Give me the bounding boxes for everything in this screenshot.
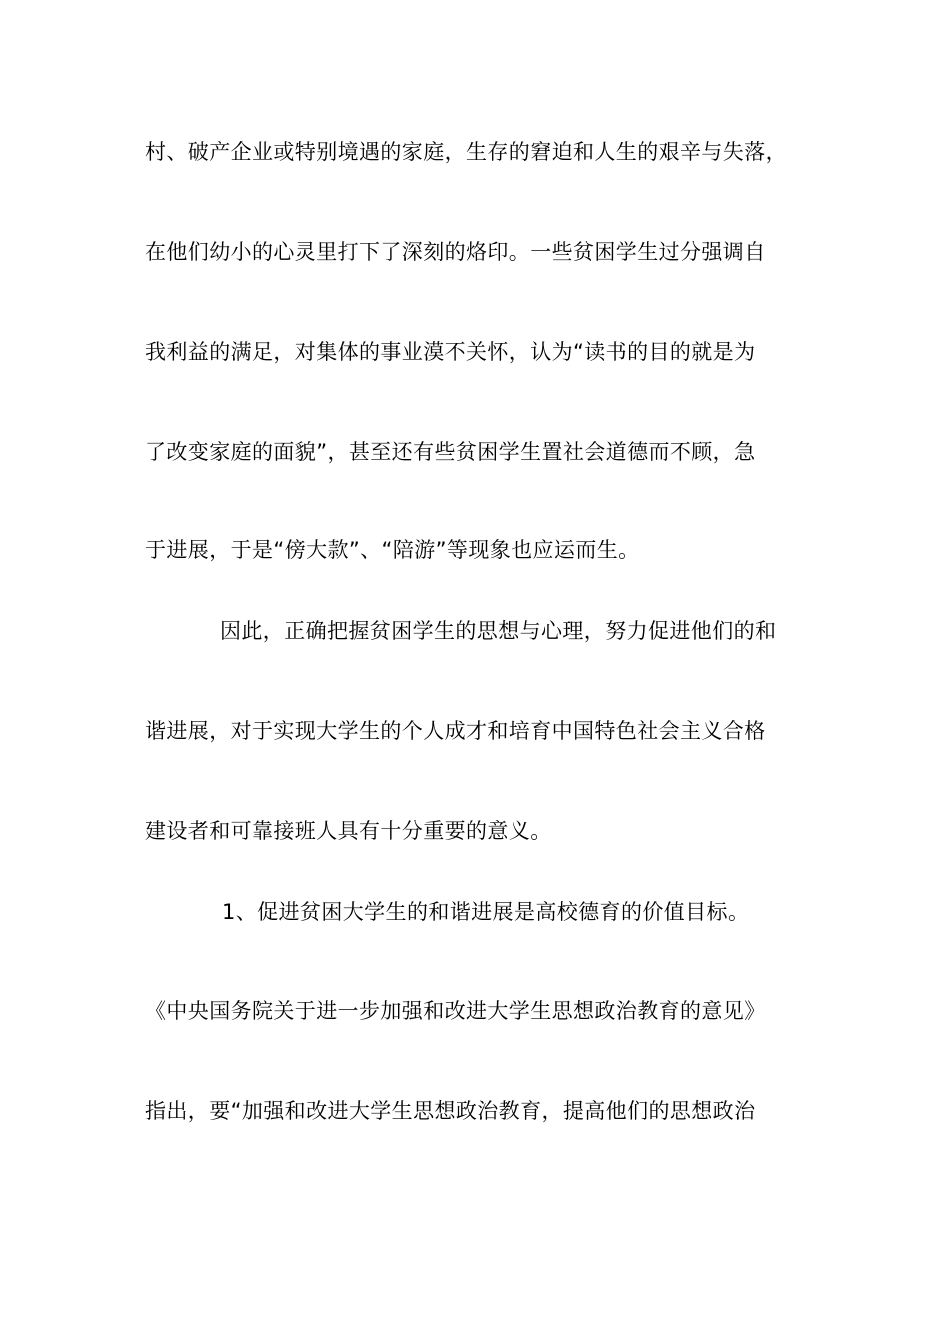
paragraph-line-3: 我利益的满足，对集体的事业漠不关怀，认为“读书的目的就是为 <box>145 340 756 364</box>
section-heading: 1、促进贫困大学生的和谐进展是高校德育的价值目标。 <box>222 900 750 924</box>
paragraph-line-6: 因此，正确把握贫困学生的思想与心理，努力促进他们的和 <box>220 619 777 643</box>
paragraph-line-8: 建设者和可靠接班人具有十分重要的意义。 <box>145 819 552 843</box>
paragraph-line-4: 了改变家庭的面貌”，甚至还有些贫困学生置社会道德而不顾，急 <box>145 440 756 464</box>
paragraph-line-7: 谐进展，对于实现大学生的个人成才和培育中国特色社会主义合格 <box>145 719 766 743</box>
paragraph-line-2: 在他们幼小的心灵里打下了深刻的烙印。一些贫困学生过分强调自 <box>145 240 766 264</box>
paragraph-line-5: 于进展，于是“傍大款”、“陪游”等现象也应运而生。 <box>145 538 640 562</box>
paragraph-line-10: 《中央国务院关于进一步加强和改进大学生思想政治教育的意见》 <box>145 999 766 1023</box>
paragraph-line-1: 村、破产企业或特别境遇的家庭，生存的窘迫和人生的艰辛与失落， <box>145 140 787 164</box>
paragraph-line-11: 指出，要“加强和改进大学生思想政治教育，提高他们的思想政治 <box>145 1099 756 1123</box>
